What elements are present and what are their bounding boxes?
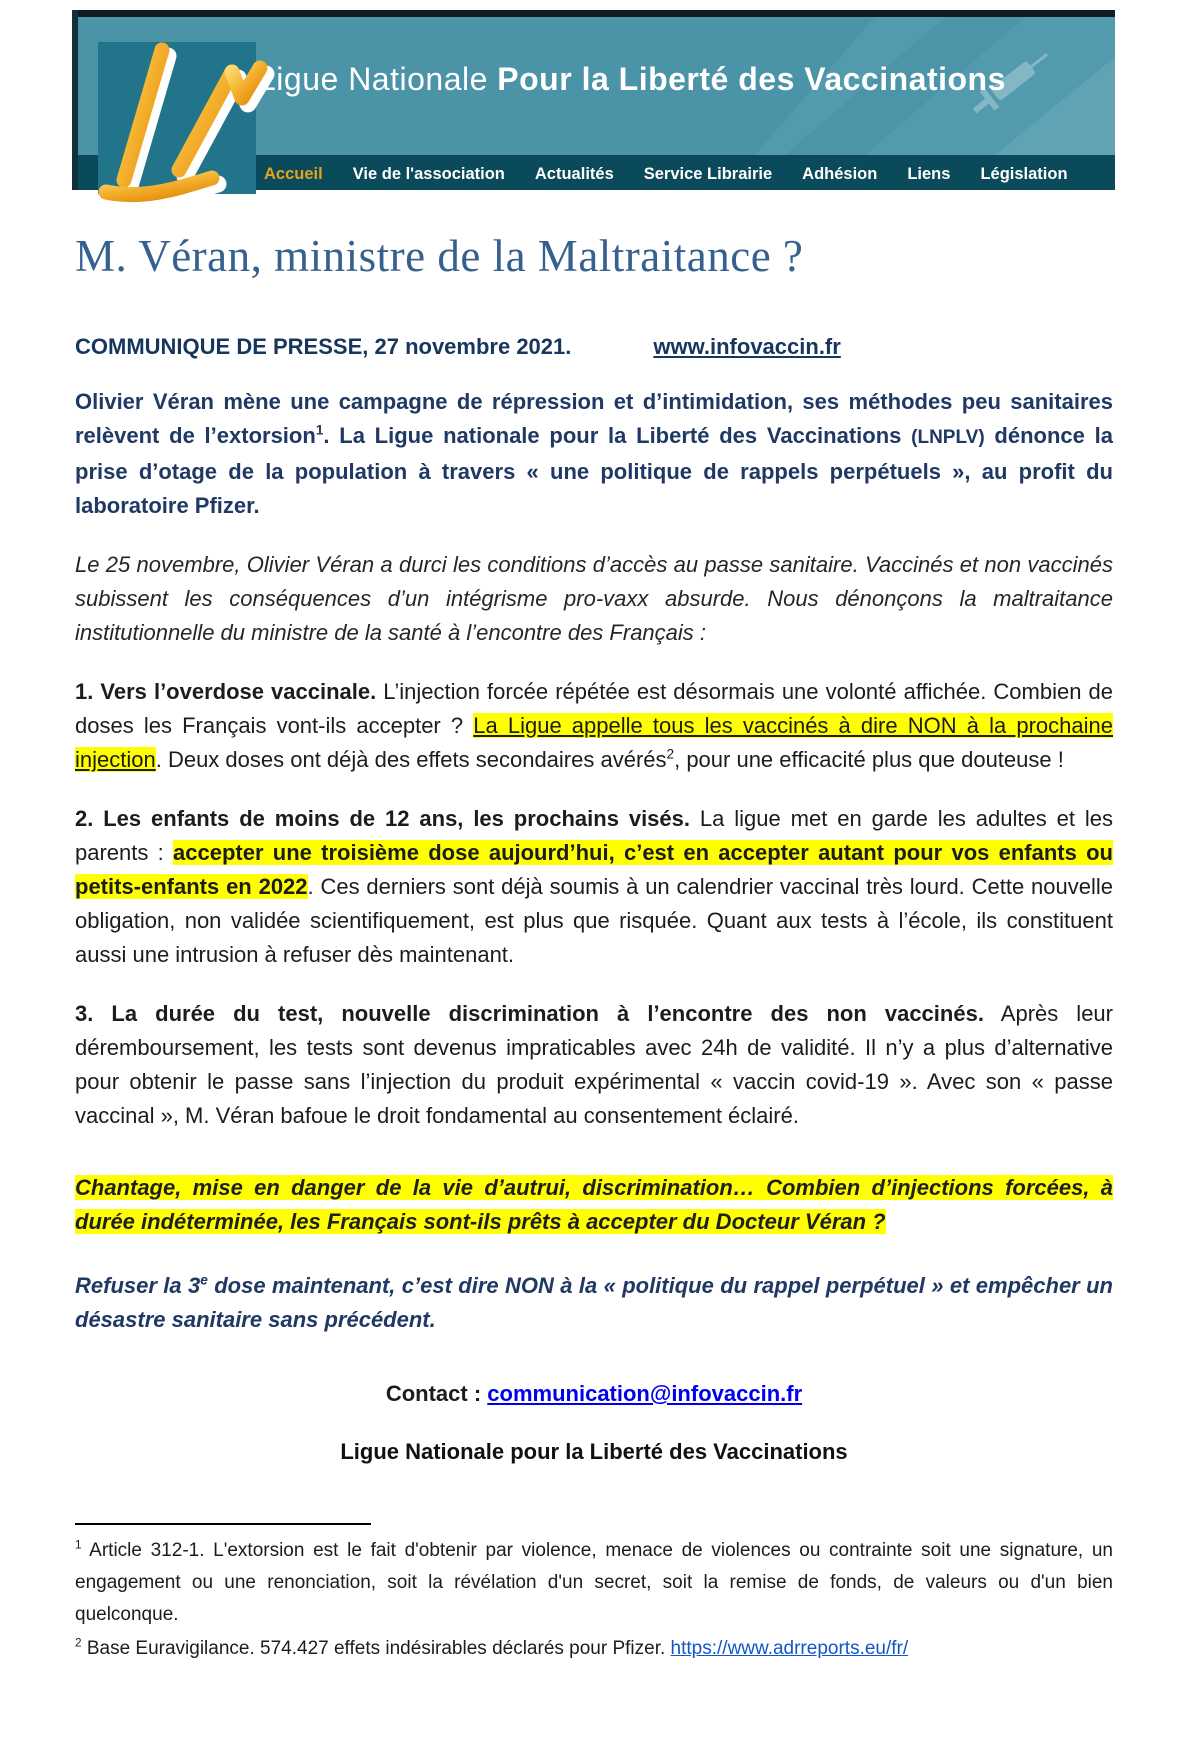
refuser-paragraph xyxy=(75,1269,1113,1337)
site-header xyxy=(72,10,1115,190)
nav-item-service-librairie[interactable]: Service Librairie xyxy=(643,165,773,183)
section-1-highlight: La Ligue appelle tous les vaccinés à dire NON à la prochaine injection xyxy=(75,713,1113,772)
footnote-separator xyxy=(75,1523,371,1525)
section-2 xyxy=(75,802,1113,972)
press-release-label: COMMUNIQUE DE PRESSE, 27 novembre 2021. xyxy=(75,334,572,359)
chantage-paragraph xyxy=(75,1171,1113,1239)
lnplv-acronym: (LNPLV) xyxy=(911,427,985,448)
footnote-1 xyxy=(75,1535,1113,1631)
brand-title xyxy=(258,61,1006,98)
section-2-heading: 2. Les enfants de moins de 12 ans, les prochains visés. xyxy=(75,806,690,831)
organization-name: Ligue Nationale pour la Liberté des Vaccinations xyxy=(340,1439,848,1464)
nav-item-vie-association[interactable]: Vie de l'association xyxy=(352,165,505,183)
section-1-text-c: , pour une efficacité plus que douteuse ! xyxy=(674,747,1064,772)
infovaccin-link[interactable]: www.infovaccin.fr xyxy=(653,334,841,359)
brand-bold: Pour la Liberté des Vaccinations xyxy=(497,61,1006,97)
section-2-highlight: accepter une troisième dose aujourd’hui, c’est en accepter autant pour vos enfants ou petits-enfants en 2022 xyxy=(75,840,1113,899)
nav-item-legislation[interactable]: Législation xyxy=(980,165,1068,183)
contact-line xyxy=(75,1381,1113,1407)
header-top-strip xyxy=(78,10,1115,17)
section-2-text-b: . Ces derniers sont déjà soumis à un calendrier vaccinal très lourd. Cette nouvelle obligation, non validée scientifiquement, est plus que risquée. Quant aux tests à l’école, ils constituent aussi une intrusion à refuser dès maintenant. xyxy=(75,874,1114,967)
intro-paragraph: Le 25 novembre, Olivier Véran a durci les conditions d’accès au passe sanitaire. Vaccinés et non vaccinés subissent les conséquences d’un intégrisme pro-vaxx absurde. Nous dénonçons la maltraitance institutionnelle du ministre de la santé à l’encontre des Français : xyxy=(75,552,1113,645)
section-1 xyxy=(75,675,1113,777)
logo[interactable] xyxy=(98,42,256,194)
footnote-2-text: Base Euravigilance. 574.427 effets indésirables déclarés pour Pfizer. xyxy=(81,1638,671,1659)
footnote-ref-2: 2 xyxy=(666,746,675,762)
article xyxy=(75,190,1113,1665)
section-3-text-a: Après leur déremboursement, les tests sont devenus impraticables avec 24h de validité. Il n’y a plus d’alternative pour obtenir le passe sans l’injection du produit expérimental « vaccin covid-19 ». Avec son « passe vaccinal », M. Véran bafoue le droit fondamental au consentement éclairé. xyxy=(75,1001,1113,1128)
page-title: M. Véran, ministre de la Maltraitance ? xyxy=(75,231,804,281)
section-1-text-b: . Deux doses ont déjà des effets secondaires avérés xyxy=(155,747,667,772)
lead-text-b: . La Ligue nationale pour la Liberté des Vaccinations xyxy=(323,423,912,448)
footnote-2 xyxy=(75,1633,1113,1665)
refuser-text-a: Refuser la 3 xyxy=(75,1273,201,1298)
chantage-highlight: Chantage, mise en danger de la vie d’autrui, discrimination… Combien d’injections forcées, à durée indéterminée, les Français sont-ils prêts à accepter du Docteur Véran ? xyxy=(75,1175,1113,1234)
nav-item-accueil[interactable]: Accueil xyxy=(264,165,323,183)
footnote-ref-1: 1 xyxy=(315,422,324,438)
refuser-text-b: dose maintenant, c’est dire NON à la « politique du rappel perpétuel » et empêcher un désastre sanitaire sans précédent. xyxy=(75,1273,1113,1332)
press-release-line xyxy=(75,334,1113,360)
footnote-2-marker: 2 xyxy=(75,1636,82,1650)
nav-item-actualites[interactable]: Actualités xyxy=(534,165,614,183)
contact-label: Contact : xyxy=(385,1381,488,1406)
section-1-heading: 1. Vers l’overdose vaccinale. xyxy=(75,679,377,704)
nav-item-liens[interactable]: Liens xyxy=(907,165,951,183)
ordinal-superscript: e xyxy=(200,1272,208,1288)
section-3-heading: 3. La durée du test, nouvelle discrimination à l’encontre des non vaccinés. xyxy=(75,1001,984,1026)
lead-paragraph xyxy=(75,385,1113,523)
lead-text-c: dénonce la prise d’otage de la population à travers « une politique de rappels perpétuels », au profit du laboratoire Pfizer. xyxy=(75,423,1113,518)
contact-email-link[interactable]: communication@infovaccin.fr xyxy=(487,1381,803,1406)
adrreports-link[interactable]: https://www.adrreports.eu/fr/ xyxy=(670,1638,909,1659)
lead-text-a: Olivier Véran mène une campagne de répression et d’intimidation, ses méthodes peu sanitaires relèvent de l’extorsion xyxy=(75,389,1113,448)
section-1-text-a: L’injection forcée répétée est désormais une volonté affichée. Combien de doses les Français vont-ils accepter ? xyxy=(75,679,1113,738)
footnote-1-text: Article 312-1. L'extorsion est le fait d'obtenir par violence, menace de violences ou contrainte soit une signature, un engagement ou une renonciation, soit la révélation d'un secret, soit la remise de fonds, de valeurs ou d'un bien quelconque. xyxy=(75,1540,1113,1625)
nav-item-adhesion[interactable]: Adhésion xyxy=(802,165,878,183)
section-3 xyxy=(75,997,1113,1133)
footnote-1-marker: 1 xyxy=(75,1538,82,1552)
section-2-text-a: La ligue met en garde les adultes et les parents : xyxy=(75,806,1113,865)
footnotes xyxy=(75,1535,1113,1665)
brand-light: Ligue Nationale xyxy=(258,61,498,97)
